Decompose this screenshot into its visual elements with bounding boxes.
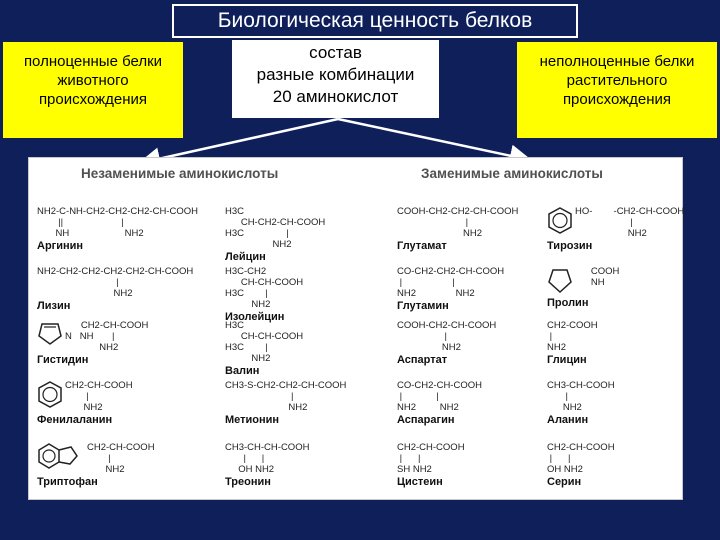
amino-acid-name: Тирозин — [547, 240, 593, 252]
amino-acid-name: Глутамин — [397, 300, 449, 312]
amino-acid — [397, 266, 504, 312]
structural-formula: CH3-S-CH2-CH2-CH-COOH | NH2 — [225, 380, 347, 413]
structural-formula: H3C-CH2 CH-CH-COOH H3C | NH2 — [225, 266, 304, 310]
structural-formula: CO-CH2-CH-COOH | | NH2 NH2 — [397, 380, 482, 413]
arrow-right — [338, 119, 530, 160]
amino-acid — [225, 266, 303, 323]
amino-acid-name: Лизин — [37, 300, 71, 312]
amino-acid — [225, 442, 309, 488]
structural-formula: NH2-C-NH-CH2-CH2-CH2-CH-COOH || | NH NH2 — [37, 206, 198, 239]
amino-acid — [225, 320, 303, 377]
structural-formula: CH3-CH-COOH | NH2 — [547, 380, 615, 413]
amino-acid — [37, 320, 148, 366]
right-box-line: неполноценные белки — [539, 53, 695, 70]
amino-acid-name: Фенилаланин — [37, 414, 113, 426]
amino-acid-name: Аспарагин — [397, 414, 455, 426]
amino-acid-name: Цистеин — [397, 476, 443, 488]
structural-formula: COOH NH — [590, 266, 620, 288]
center-box-line: 20 аминокислот — [272, 87, 399, 106]
amino-acid-name: Пролин — [547, 297, 589, 309]
amino-acid-name: Изолейцин — [225, 311, 285, 323]
structural-formula: CH2-CH-COOH N NH | NH2 — [65, 320, 149, 353]
page-title: Биологическая ценность белков — [172, 4, 578, 38]
structural-formula: CH2-CH-COOH | | OH NH2 — [547, 442, 615, 475]
left-box-line: животного — [57, 72, 129, 89]
benzene-ring-icon — [547, 206, 573, 236]
amino-acid-name: Триптофан — [37, 476, 98, 488]
amino-acid-name: Гистидин — [37, 354, 89, 366]
amino-acid — [37, 206, 198, 252]
structural-formula: CH2-CH-COOH | | SH NH2 — [397, 442, 465, 475]
amino-acid — [225, 206, 325, 263]
amino-acid — [547, 320, 598, 366]
amino-acid-name: Валин — [225, 365, 260, 377]
imidazole-ring-icon — [37, 320, 63, 350]
structural-formula: CH3-CH-CH-COOH | | OH NH2 — [225, 442, 310, 475]
amino-acid — [37, 266, 193, 312]
left-box-line: полноценные белки — [23, 53, 163, 70]
benzene-ring-icon — [37, 380, 63, 410]
amino-acids-panel — [28, 157, 683, 500]
amino-acid — [547, 442, 615, 488]
amino-acid — [547, 380, 615, 426]
structural-formula: H3C CH-CH2-CH-COOH H3C | NH2 — [225, 206, 326, 250]
right-box-line: растительного — [566, 72, 668, 89]
amino-acid — [547, 206, 684, 252]
structural-formula: CH2-CH-COOH | NH2 — [65, 380, 133, 413]
left-box-line: происхождения — [38, 91, 148, 108]
amino-acid — [37, 442, 155, 488]
structural-formula: CH2-CH-COOH | NH2 — [87, 442, 155, 475]
structural-formula: CH2-COOH | NH2 — [547, 320, 598, 353]
amino-acid — [37, 380, 133, 426]
structural-formula: HO- -CH2-CH-COOH | NH2 — [575, 206, 685, 239]
amino-acid — [397, 380, 482, 426]
center-box-line: разные комбинации — [256, 65, 415, 84]
amino-acid — [397, 442, 465, 488]
amino-acid-name: Глицин — [547, 354, 587, 366]
structural-formula: COOH-CH2-CH-COOH | NH2 — [397, 320, 497, 353]
amino-acid-name: Серин — [547, 476, 582, 488]
amino-acid-name: Метионин — [225, 414, 280, 426]
essential-header: Незаменимые аминокислоты — [81, 166, 279, 181]
structural-formula: CO-CH2-CH2-CH-COOH | | NH2 NH2 — [397, 266, 505, 299]
amino-acid — [397, 320, 496, 366]
amino-acid-name: Аргинин — [37, 240, 84, 252]
amino-acid-name: Аспартат — [397, 354, 448, 366]
structural-formula: H3C CH-CH-COOH H3C | NH2 — [225, 320, 304, 364]
amino-acid-name: Лейцин — [225, 251, 266, 263]
structural-formula: COOH-CH2-CH2-CH-COOH | NH2 — [397, 206, 519, 239]
amino-acid-name: Аланин — [547, 414, 589, 426]
amino-acid-name: Треонин — [225, 476, 271, 488]
nonessential-header: Заменимые аминокислоты — [421, 166, 603, 181]
amino-acid-name: Глутамат — [397, 240, 447, 252]
right-box-line: происхождения — [562, 91, 672, 108]
amino-acid — [397, 206, 518, 252]
indole-ring-icon — [37, 442, 85, 472]
structural-formula: NH2-CH2-CH2-CH2-CH2-CH-COOH | NH2 — [37, 266, 194, 299]
center-box-line: состав — [309, 43, 362, 62]
amino-acid — [547, 266, 619, 309]
amino-acid — [225, 380, 346, 426]
pyrrolidine-ring-icon — [547, 266, 573, 296]
